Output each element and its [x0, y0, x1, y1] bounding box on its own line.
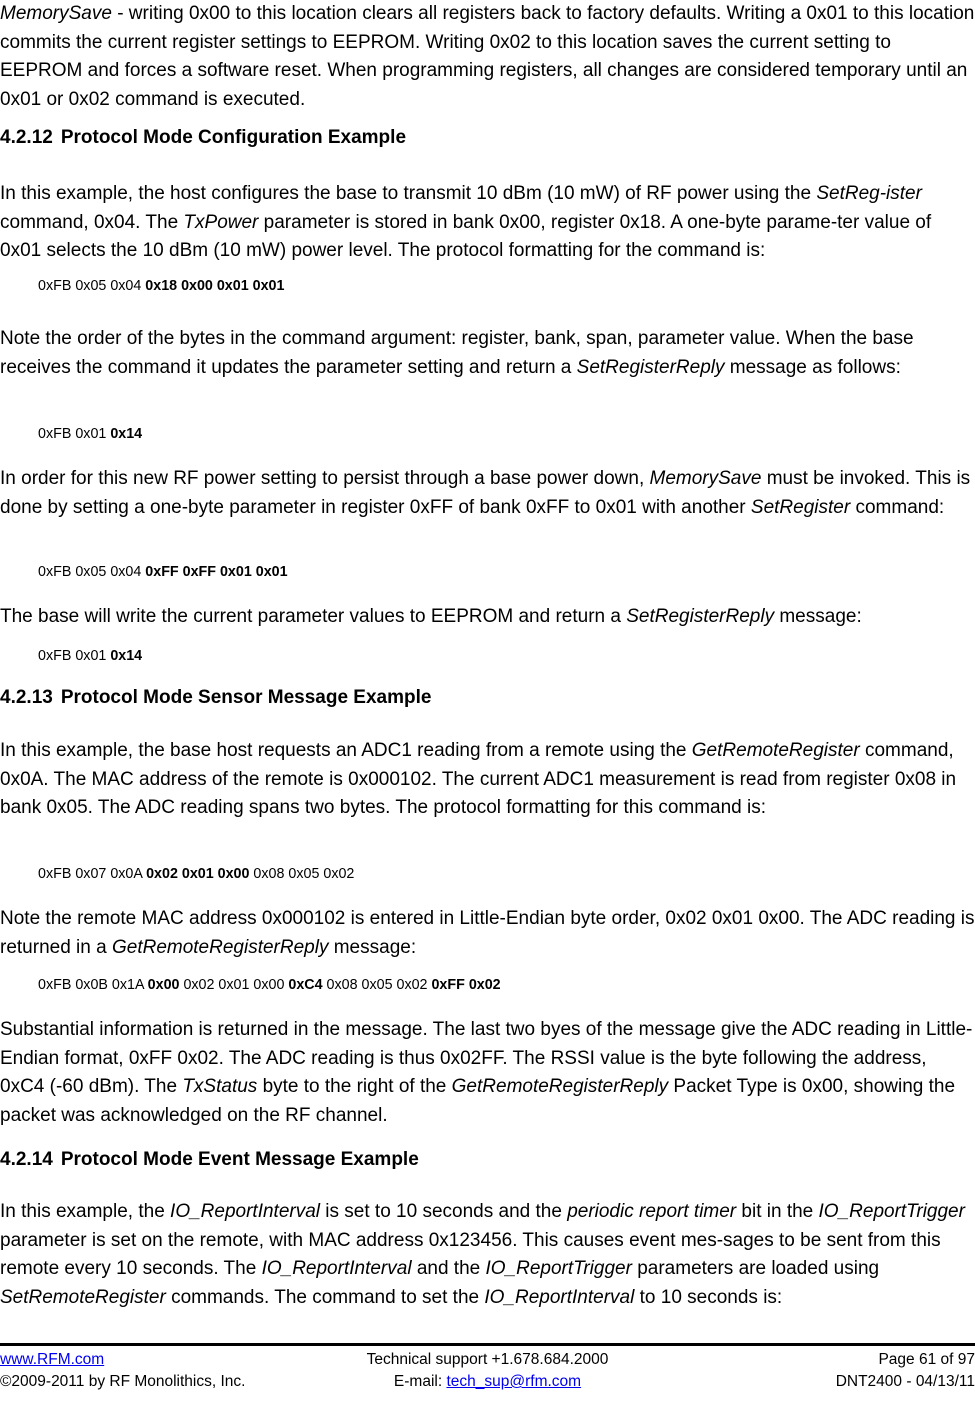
code-reply-1 — [0, 424, 142, 444]
paragraph-text: Packet Type is 0x00, showing the packet was acknowledged on the RF channel. — [0, 1076, 956, 1126]
paragraph-text: message: — [774, 606, 862, 627]
paragraph-text: parameters are loaded using — [631, 1258, 880, 1279]
term-txpower: TxPower — [183, 211, 259, 233]
section-number: 4.2.14 — [0, 1149, 53, 1170]
copyright: ©2009-2011 by RF Monolithics, Inc. — [0, 1373, 246, 1390]
code-bold: 0x14 — [110, 426, 143, 442]
footer-divider — [0, 1343, 975, 1346]
paragraph-text: parameter is stored in bank 0x00, register 0x18. A one-byte parame-ter value of 0x01 selects the 10 dBm (10 mW) power level. The protocol formatting for the command is: — [0, 211, 932, 261]
document-id: DNT2400 - 04/13/11 — [835, 1373, 975, 1390]
term-getremoteregisterreply: GetRemoteRegisterReply — [111, 936, 329, 958]
code-plain: 0xFB 0x05 0x04 — [38, 278, 146, 294]
code-plain: 0xFB 0x05 0x04 — [38, 564, 146, 580]
code-plain: 0xFB 0x01 — [38, 426, 111, 442]
code-plain: 0xFB 0x07 0x0A — [38, 866, 147, 882]
paragraph-memorysave — [0, 0, 975, 114]
paragraph-text: Note the remote MAC address 0x000102 is entered in Little-Endian byte order, 0x02 0x01 0x00. The ADC reading is returned in a — [0, 908, 975, 958]
paragraph-byte-order — [0, 325, 975, 382]
paragraph-sensor-example — [0, 737, 975, 823]
paragraph-text: bit in the — [736, 1201, 819, 1222]
paragraph-text: message as follows: — [724, 356, 901, 378]
section-number: 4.2.13 — [0, 687, 53, 708]
code-bold: 0xFF 0x02 — [431, 977, 501, 993]
code-getremoteregister-command — [0, 864, 354, 884]
paragraph-eeprom-write — [0, 603, 975, 632]
term-setregisterreply: SetRegisterReply — [626, 606, 775, 627]
paragraph-text: is set to 10 seconds and the — [320, 1201, 568, 1222]
section-heading-4-2-14 — [0, 1148, 419, 1172]
paragraph-text: The base will write the current parameter values to EEPROM and return a — [0, 606, 627, 627]
paragraph-text: Note the order of the bytes in the command argument: register, bank, span, parameter value. When the base receives the command it updates the parameter setting and return a — [0, 328, 914, 378]
paragraph-text: command, 0x04. The — [0, 211, 184, 233]
term-getremoteregisterreply: GetRemoteRegisterReply — [451, 1076, 669, 1097]
page-footer — [0, 1349, 975, 1393]
section-heading-4-2-12 — [0, 126, 406, 150]
code-bold: 0x02 0x01 0x00 — [146, 866, 250, 882]
support-phone: Technical support +1.678.684.2000 — [366, 1351, 609, 1368]
term-memorysave: MemorySave — [0, 3, 112, 24]
code-plain: 0x08 0x05 0x02 — [249, 866, 355, 882]
code-bold: 0x14 — [110, 648, 143, 664]
term-setregister: SetRegister — [750, 496, 851, 518]
code-memorysave-command — [0, 562, 288, 582]
term-setregister: SetReg-ister — [816, 183, 922, 204]
paragraph-text: command, 0x0A. The MAC address of the remote is 0x000102. The current ADC1 measurement is read from register 0x08 in bank 0x05. The ADC reading spans two bytes. The protocol formatting for this command is: — [0, 740, 957, 818]
section-title: Protocol Mode Configuration Example — [60, 127, 407, 148]
paragraph-little-endian — [0, 905, 975, 962]
term-io-reportinterval: IO_ReportInterval — [170, 1201, 321, 1222]
paragraph-text: must be invoked. This is done by setting a one-byte parameter in register 0xFF of bank 0xFF to 0x01 with another — [0, 468, 971, 518]
code-getremoteregister-reply — [0, 975, 501, 995]
term-io-reporttrigger: IO_ReportTrigger — [818, 1201, 965, 1222]
term-setregisterreply: SetRegisterReply — [576, 356, 725, 378]
term-memorysave: MemorySave — [649, 468, 762, 489]
footer-row-2 — [0, 1371, 975, 1393]
term-io-reporttrigger: IO_ReportTrigger — [485, 1258, 632, 1279]
paragraph-substantial-info — [0, 1016, 975, 1130]
term-io-reportinterval: IO_ReportInterval — [261, 1258, 412, 1279]
code-plain: 0xFB 0x01 — [38, 648, 111, 664]
paragraph-text: In this example, the — [0, 1201, 171, 1222]
paragraph-text: to 10 seconds is: — [634, 1286, 783, 1308]
paragraph-config-example — [0, 180, 975, 266]
footer-row-1 — [0, 1349, 975, 1371]
term-getremoteregister: GetRemoteRegister — [691, 740, 860, 761]
section-heading-4-2-13 — [0, 686, 431, 710]
paragraph-text: parameter is set on the remote, with MAC address 0x123456. This causes event mes-sages to be sent from this remote every 10 seconds. The — [0, 1229, 941, 1279]
code-plain: 0x08 0x05 0x02 — [322, 977, 432, 993]
code-bold: 0x18 0x00 0x01 0x01 — [145, 278, 285, 294]
paragraph-text: In this example, the host configures the base to transmit 10 dBm (10 mW) of RF power using the — [0, 183, 817, 204]
email-line — [0, 1371, 975, 1393]
paragraph-text: commands. The command to set the — [165, 1286, 485, 1308]
paragraph-text: In order for this new RF power setting to persist through a base power down, — [0, 468, 650, 489]
code-bold: 0x00 — [147, 977, 180, 993]
website-link[interactable]: www.RFM.com — [0, 1351, 105, 1368]
paragraph-persist — [0, 465, 975, 522]
paragraph-text: message: — [328, 936, 417, 958]
code-setregister-command — [0, 276, 284, 296]
paragraph-text: Substantial information is returned in the message. The last two byes of the message give the ADC reading in Little-Endian format, 0xFF 0x02. The ADC reading is thus 0x02FF. The RSSI value is the byte following the address, 0xC4 (-60 dBm). The — [0, 1019, 973, 1097]
email-link[interactable]: tech_sup@rfm.com — [446, 1373, 582, 1390]
paragraph-text: - writing 0x00 to this location clears all registers back to factory defaults. Writing a 0x01 to this location commits the current register settings to EEPROM. Writing 0x02 to this location saves the current setting to EEPROM and forces a software reset. When programming registers, all changes are considered temporary until an 0x01 or 0x02 command is executed. — [0, 3, 975, 110]
term-setremoteregister: SetRemoteRegister — [0, 1286, 166, 1308]
paragraph-text: and the — [411, 1258, 486, 1279]
code-plain: 0xFB 0x0B 0x1A — [38, 977, 148, 993]
paragraph-text: byte to the right of the — [257, 1076, 452, 1097]
code-plain: 0x02 0x01 0x00 — [179, 977, 289, 993]
term-txstatus: TxStatus — [182, 1076, 258, 1097]
paragraph-event-example — [0, 1198, 975, 1312]
term-periodic-report-timer: periodic report timer — [567, 1201, 737, 1222]
code-reply-2 — [0, 646, 142, 666]
code-bold: 0xC4 — [288, 977, 323, 993]
section-title: Protocol Mode Sensor Message Example — [60, 687, 432, 708]
email-label: E-mail: — [393, 1373, 447, 1390]
paragraph-text: In this example, the base host requests an ADC1 reading from a remote using the — [0, 740, 692, 761]
section-number: 4.2.12 — [0, 127, 53, 148]
page-number: Page 61 of 97 — [878, 1351, 975, 1368]
code-bold: 0xFF 0xFF 0x01 0x01 — [145, 564, 288, 580]
paragraph-text: command: — [850, 496, 945, 518]
term-io-reportinterval: IO_ReportInterval — [484, 1286, 635, 1308]
section-title: Protocol Mode Event Message Example — [60, 1149, 419, 1170]
